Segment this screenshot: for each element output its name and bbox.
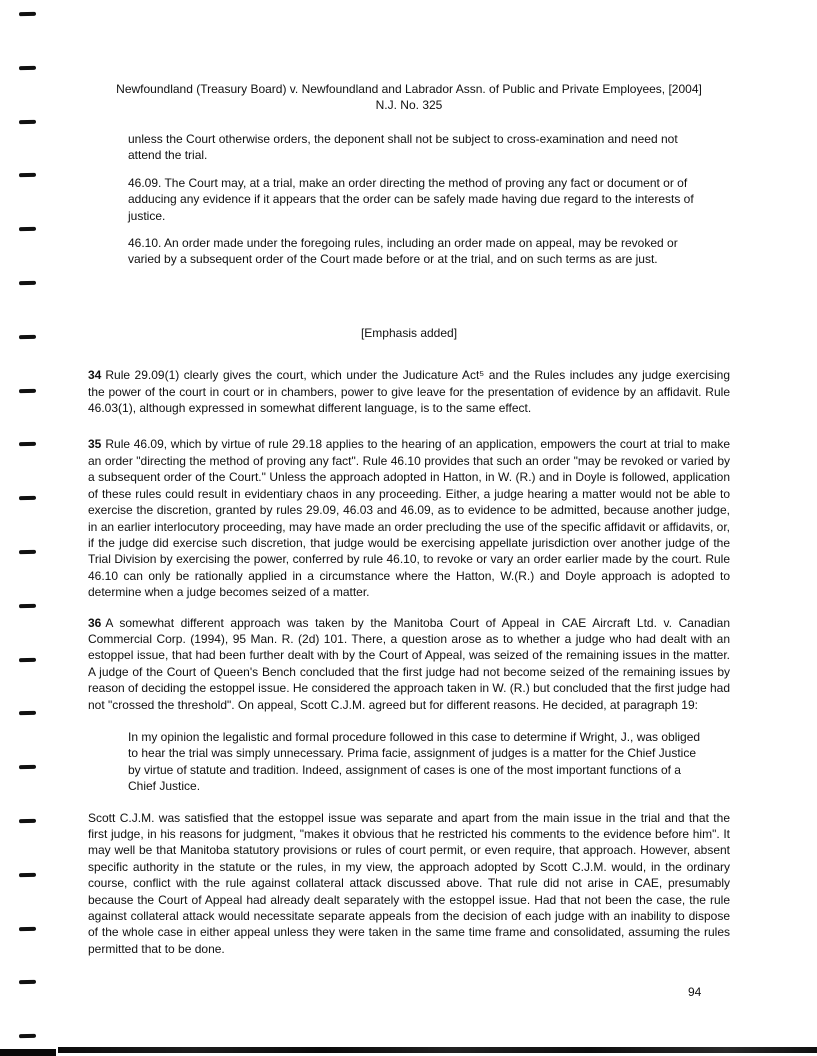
scott-cjm-quote: In my opinion the legalistic and formal procedure followed in this case to determine if Wright, J., was obliged to hear the trial was simply unnecessary. Prima facie, assignment of judges is a matter for the Chief Justice by virtue of statute and tradition. Indeed, assignment of cases is one of the most important functions of a Chief Justice. <box>128 729 701 794</box>
case-header <box>76 82 742 113</box>
binding-mark <box>19 335 36 339</box>
binding-mark <box>19 388 36 392</box>
paragraph-35 <box>88 436 730 600</box>
paragraph-36-number: 36 <box>88 615 102 630</box>
closing-paragraph: Scott C.J.M. was satisfied that the estoppel issue was separate and apart from the main issue in the trial and that the first judge, in his reasons for judgment, "makes it obvious that he restricted his comments to the evidence before him". It may well be that Manitoba statutory provisions or rules of court permit, or even require, that approach. However, absent specific authority in the statute or the rules, in my view, the approach adopted by Scott C.J.M. would, in the ordinary course, conflict with the rule against collateral attack discussed above. That rule did not arise in CAE, presumably because the Court of Appeal had already dealt separately with the estoppel issue. Had that not been the case, the rule against collateral attack would necessitate separate appeals from the decision of each judge with an inability to dispose of the whole case in either appeal unless they were taken in the same time frame and consolidated, assuming the rules permitted that to be done. <box>88 810 730 956</box>
paragraph-35-text: Rule 46.09, which by virtue of rule 29.18 applies to the hearing of an application, empowers the court at trial to make an order "directing the method of proving any fact". Rule 46.10 provides that such an order "may be revoked or varied by a subsequent order of the Court." Unless the approach adopted in Hatton, in W. (R.) and in Doyle is followed, application of these rules could result in evidentiary chaos in any proceeding. Either, a judge hearing a matter would not be able to exercise the discretion, granted by rules 29.09, 46.03 and 46.09, as to evidence to be admitted, because another judge, in an earlier interlocutory proceeding, may have made an order precluding the use of the specific affidavit or affidavits, or, if the judge did exercise such discretion, that judge would be exercising appellate jurisdiction over another judge of the Trial Division by exercising the power, conferred by rule 46.10, to revoke or vary an order earlier made by the court. Rule 46.10 can only be rationally applied in a circumstance where the Hatton, W.(R.) and Doyle approach is adopted to determine when a judge becomes seized of a matter. <box>88 437 730 600</box>
binding-mark <box>19 980 36 984</box>
binding-mark <box>19 819 36 823</box>
paragraph-36-text: A somewhat different approach was taken by the Manitoba Court of Appeal in CAE Aircraft Ltd. v. Canadian Commercial Corp. (1994), 95 Man. R. (2d) 101. There, a question arose as to whether a judge who had dealt with an estoppel issue, that had been further dealt with by the Court of Appeal, was seized of the remaining issues in the matter. A judge of the Court of Queen's Bench concluded that the first judge had not become seized of the remaining issues by reason of deciding the estoppel issue. He considered the approach taken in W. (R.) but concluded that the first judge had not "crossed the threshold". On appeal, Scott C.J.M. agreed but for different reasons. He decided, at paragraph 19: <box>88 615 730 712</box>
paragraph-36 <box>88 615 730 713</box>
emphasis-added-note: [Emphasis added] <box>360 325 458 340</box>
page-number: 94 <box>688 985 702 999</box>
binding-mark <box>19 604 36 608</box>
paragraph-35-number: 35 <box>88 437 102 452</box>
page-content <box>88 82 730 957</box>
binding-mark <box>19 711 36 715</box>
paragraph-34 <box>88 367 730 416</box>
binding-mark <box>19 657 36 661</box>
binding-mark <box>19 119 36 123</box>
case-citation: N.J. No. 325 <box>375 97 443 112</box>
binding-mark <box>19 926 36 930</box>
paragraph-34-text: Rule 29.09(1) clearly gives the court, which under the Judicature Act⁵ and the Rules includes any judge exercising the power of the court in court or in chambers, power to give leave for the presentation of evidence by an affidavit. Rule 46.03(1), although expressed in somewhat different language, is to the same effect. <box>88 368 730 416</box>
binding-mark <box>19 66 36 70</box>
scanner-edge-corner <box>0 1049 56 1056</box>
scanner-edge-bar <box>58 1047 817 1053</box>
binding-mark <box>19 496 36 500</box>
binding-mark <box>19 173 36 177</box>
binding-mark <box>19 873 36 877</box>
paragraph-34-number: 34 <box>88 368 102 383</box>
rule-quote-46-09: 46.09. The Court may, at a trial, make an order directing the method of proving any fact or document or of adducing any evidence if it appears that the order can be safely made having due regard to the interests of justice. <box>128 175 694 223</box>
binding-mark <box>19 281 36 285</box>
binding-mark <box>19 442 36 446</box>
binding-mark <box>19 12 36 16</box>
binding-mark <box>19 227 36 231</box>
binding-mark <box>19 1034 36 1038</box>
rule-quote-46-10: 46.10. An order made under the foregoing rules, including an order made on appeal, may be revoked or varied by a subsequent order of the Court made before or at the trial, and on such terms as are just. <box>128 236 678 267</box>
case-title: Newfoundland (Treasury Board) v. Newfoundland and Labrador Assn. of Public and Private Employees, [2004] <box>116 82 702 96</box>
binding-mark <box>19 550 36 554</box>
rule-quote-cross-examination: unless the Court otherwise orders, the deponent shall not be subject to cross-examination and need not attend the trial. <box>128 132 678 163</box>
binding-mark <box>19 765 36 769</box>
